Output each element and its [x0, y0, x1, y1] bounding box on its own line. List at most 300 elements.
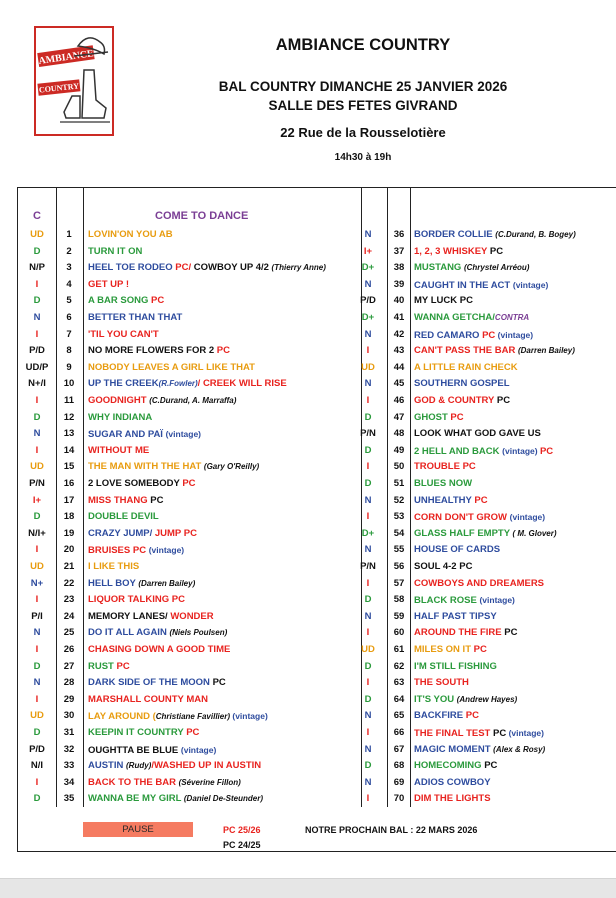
- dance-title: [414, 576, 544, 592]
- level-code: N/I: [30, 760, 44, 772]
- dance-number: 67: [393, 743, 405, 755]
- title-segment: (Andrew Hayes): [456, 694, 518, 704]
- logo-text-bottom: COUNTRY: [38, 81, 80, 95]
- dance-title: [414, 293, 473, 309]
- title-segment: AUSTIN: [88, 760, 126, 772]
- table-row: [0, 343, 616, 359]
- dance-number: 63: [393, 677, 405, 689]
- title-segment: MEMORY LANES/: [88, 610, 171, 622]
- title-segment: HALF PAST TIPSY: [414, 610, 497, 622]
- level-code: P/N: [360, 561, 376, 572]
- dance-number: 69: [393, 776, 405, 788]
- title-segment: HOMECOMING: [414, 760, 485, 772]
- table-row: [0, 293, 616, 309]
- dance-title: [414, 509, 545, 526]
- dance-number: 20: [63, 544, 75, 556]
- level-code: UD/P: [25, 361, 49, 373]
- table-row: [0, 576, 616, 592]
- title-segment: PC/: [175, 262, 194, 274]
- dance-title: [414, 426, 541, 442]
- title-segment: (Niels Poulsen): [169, 628, 228, 638]
- level-code: I: [35, 644, 39, 655]
- level-code: D: [33, 295, 41, 307]
- logo-text-top: AMBIANCE: [37, 48, 95, 67]
- title-segment: TROUBLE: [414, 461, 463, 473]
- level-code: I+: [363, 245, 373, 257]
- level-code: N+: [30, 577, 44, 589]
- level-code: D: [33, 660, 41, 672]
- title-segment: CAN'T PASS THE BAR: [414, 345, 518, 357]
- level-code: D: [33, 793, 41, 805]
- dance-number: 53: [393, 511, 405, 523]
- dance-title: [414, 476, 472, 492]
- title-segment: PC: [182, 478, 196, 489]
- level-code: D: [364, 411, 372, 423]
- level-code: D+: [361, 527, 375, 539]
- table-row: [0, 327, 616, 343]
- table-row: [0, 758, 616, 774]
- title-segment: / CREEK WILL RISE: [197, 378, 287, 390]
- title-segment: HOUSE OF CARDS: [414, 544, 501, 556]
- dance-number: 28: [63, 677, 75, 689]
- title-segment: BORDER COLLIE: [414, 229, 496, 240]
- table-row: [0, 310, 616, 326]
- title-segment: ADIOS COWBOY: [414, 776, 491, 788]
- title-segment: UP THE CREEK: [88, 378, 159, 390]
- dance-number: 14: [63, 444, 75, 456]
- pc-previous: PC 24/25: [223, 840, 261, 850]
- title-segment: (vintage): [502, 445, 540, 456]
- title-segment: CONTRA: [494, 313, 530, 322]
- table-row: [0, 443, 616, 459]
- level-code: D: [33, 245, 41, 257]
- title-segment: THE FINAL TEST: [414, 728, 493, 739]
- table-row: [0, 244, 616, 260]
- title-segment: PC: [150, 295, 165, 307]
- title-segment: HELL BOY: [88, 577, 139, 589]
- title-segment: BLUES NOW: [414, 478, 473, 489]
- title-segment: (vintage): [165, 429, 202, 440]
- title-segment: SOUL 4-2 PC: [414, 561, 473, 572]
- level-code: I: [35, 444, 39, 456]
- dance-number: 50: [393, 461, 405, 473]
- level-code: UD: [361, 644, 375, 655]
- dance-title: [414, 675, 469, 691]
- title-segment: RUST: [88, 660, 117, 672]
- title-segment: PC: [473, 644, 487, 655]
- title-segment: (Daniel De-Steunder): [183, 794, 264, 804]
- title-segment: DIM THE LIGHTS: [414, 793, 491, 805]
- dance-number: 38: [393, 262, 405, 274]
- dance-number: 29: [63, 693, 75, 705]
- dance-number: 6: [66, 312, 72, 323]
- title-segment: OUGHTTA BE BLUE: [88, 744, 181, 756]
- title-segment: (C.Durand, A. Marraffa): [149, 396, 237, 405]
- title-segment: NO MORE FLOWERS FOR 2: [88, 345, 217, 357]
- table-row: [0, 559, 616, 575]
- title-segment: CORN DON'T GROW: [414, 512, 510, 524]
- dance-title: [414, 609, 497, 625]
- level-code: N: [364, 494, 372, 506]
- dance-number: 40: [393, 295, 405, 307]
- title-segment: LIQUOR TALKING PC: [88, 594, 185, 606]
- dance-number: 65: [393, 710, 405, 722]
- title-segment: I LIKE THIS: [88, 561, 140, 572]
- title-segment: NOBODY LEAVES A GIRL LIKE THAT: [88, 361, 255, 373]
- title-segment: BETTER THAN THAT: [88, 312, 183, 323]
- title-segment: CAUGHT IN THE ACT: [414, 279, 513, 291]
- table-row: [0, 542, 616, 558]
- title-segment: MISS THANG: [88, 494, 151, 506]
- title-segment: LOOK WHAT GOD GAVE US: [414, 428, 541, 440]
- dance-number: 45: [393, 378, 405, 390]
- level-code: N/I+: [28, 527, 46, 539]
- col-header-title: COME TO DANCE: [155, 210, 249, 222]
- dance-number: 8: [66, 345, 72, 357]
- title-segment: PC: [539, 445, 554, 457]
- title-segment: MY LUCK PC: [414, 295, 473, 307]
- title-segment: PC: [496, 395, 511, 406]
- title-segment: PC: [212, 677, 226, 689]
- level-code: I: [366, 627, 370, 639]
- dance-number: 64: [393, 693, 405, 705]
- dance-number: 15: [63, 461, 75, 473]
- dance-number: 41: [393, 312, 405, 323]
- table-row: [0, 227, 616, 243]
- level-code: P/D: [360, 295, 376, 307]
- table-row: [0, 742, 616, 758]
- title-segment: DOUBLE DEVIL: [88, 511, 159, 523]
- level-code: N: [364, 278, 372, 290]
- title-segment: PC: [116, 660, 130, 672]
- table-row: [0, 476, 616, 492]
- title-segment: RED CAMARO: [414, 329, 483, 341]
- title-segment: KEEPIN IT COUNTRY: [88, 727, 187, 738]
- title-segment: PC: [493, 728, 507, 739]
- dance-title: [414, 526, 557, 542]
- level-code: UD: [361, 361, 375, 373]
- title-segment: PC: [216, 345, 230, 357]
- title-segment: (Darren Bailey): [517, 346, 575, 356]
- title-segment: DARK SIDE OF THE MOON: [88, 677, 213, 689]
- title-segment: JUMP PC: [154, 527, 197, 539]
- dance-number: 11: [63, 395, 75, 406]
- title-segment: (Alex & Rosy): [493, 744, 546, 754]
- title-segment: (Séverine Fillon): [178, 777, 241, 787]
- level-code: I+: [32, 494, 42, 506]
- dance-title: [414, 592, 515, 609]
- title-segment: Christiane Favillier): [155, 712, 230, 722]
- title-segment: A LITTLE RAIN CHECK: [414, 361, 518, 373]
- title-segment: 2 LOVE SOMEBODY: [88, 478, 183, 489]
- title-segment: WANNA BE MY GIRL: [88, 793, 184, 805]
- dance-number: 49: [393, 444, 405, 456]
- dance-number: 54: [393, 527, 405, 539]
- level-code: I: [35, 395, 39, 406]
- viewer-bottom-bar: [0, 878, 616, 898]
- venue: SALLE DES FETES GIVRAND: [268, 98, 458, 113]
- dance-number: 3: [66, 262, 72, 274]
- title-segment: GOODNIGHT: [88, 395, 150, 406]
- dance-number: 70: [393, 793, 405, 805]
- title-segment: GLASS HALF EMPTY: [414, 527, 513, 539]
- level-code: D: [364, 478, 372, 489]
- title-segment: TURN IT ON: [88, 245, 143, 257]
- title-segment: WHY INDIANA: [88, 411, 153, 423]
- title-segment: AROUND THE FIRE: [414, 627, 505, 639]
- dance-title: [414, 277, 548, 294]
- title-segment: COWBOY UP 4/2: [193, 262, 272, 274]
- dance-number: 58: [393, 594, 405, 606]
- title-segment: MILES ON IT: [414, 644, 474, 655]
- dance-title: [414, 708, 479, 724]
- dance-number: 17: [63, 494, 75, 506]
- dance-title: [414, 343, 575, 359]
- dance-number: 46: [393, 395, 405, 406]
- level-code: UD: [30, 710, 44, 722]
- ambiance-country-logo: [34, 26, 114, 136]
- table-row: [0, 708, 616, 724]
- level-code: N: [33, 677, 41, 689]
- title-segment: PC: [465, 710, 479, 722]
- title-segment: BACK TO THE BAR: [88, 776, 179, 788]
- hours: 14h30 à 19h: [334, 152, 392, 163]
- dance-title: [414, 493, 488, 509]
- dance-number: 36: [393, 229, 405, 240]
- table-row: [0, 459, 616, 475]
- title-segment: I'M STILL FISHING: [414, 660, 497, 672]
- dance-number: 55: [393, 544, 405, 556]
- dance-number: 18: [63, 511, 75, 523]
- level-code: UD: [30, 229, 44, 240]
- dance-title: [414, 692, 517, 708]
- dance-number: 4: [66, 278, 72, 290]
- table-row: [0, 360, 616, 376]
- dance-number: 62: [393, 660, 405, 672]
- event-title: BAL COUNTRY DIMANCHE 25 JANVIER 2026: [218, 79, 508, 94]
- level-code: N: [364, 743, 372, 755]
- title-segment: HEEL TOE RODEO: [88, 262, 176, 274]
- dance-title: [414, 310, 529, 326]
- dance-number: 59: [393, 610, 405, 622]
- title-segment: GHOST: [414, 411, 451, 423]
- title-segment: ( M. Glover): [512, 528, 557, 538]
- level-code: D+: [361, 262, 375, 274]
- dance-title: [414, 559, 472, 575]
- table-row: [0, 592, 616, 608]
- dance-number: 30: [63, 710, 75, 722]
- level-code: I: [366, 727, 370, 738]
- title-segment: PC: [462, 461, 476, 473]
- level-code: I: [366, 677, 370, 689]
- dance-number: 19: [63, 527, 75, 539]
- dance-number: 34: [63, 776, 75, 788]
- dance-number: 16: [63, 478, 75, 489]
- dance-number: 66: [393, 727, 405, 738]
- title-segment: GOD & COUNTRY: [414, 395, 497, 406]
- dance-number: 60: [393, 627, 405, 639]
- level-code: I: [366, 395, 370, 406]
- level-code: D: [364, 693, 372, 705]
- table-row: [0, 260, 616, 276]
- level-code: N: [364, 378, 372, 390]
- table-row: [0, 426, 616, 442]
- title-segment: PC: [484, 760, 498, 772]
- level-code: N: [33, 428, 41, 440]
- level-code: N: [33, 312, 41, 323]
- table-row: [0, 725, 616, 741]
- table-row: [0, 277, 616, 293]
- dance-number: 31: [63, 727, 75, 738]
- dance-title: [414, 742, 545, 758]
- dance-title: [414, 327, 533, 344]
- level-code: N: [364, 776, 372, 788]
- dance-number: 22: [63, 577, 75, 589]
- title-segment: BRUISES PC: [88, 545, 149, 557]
- table-row: [0, 493, 616, 509]
- title-segment: PC: [450, 411, 464, 423]
- title-segment: LOVIN'ON YOU AB: [88, 229, 173, 240]
- dance-number: 39: [393, 278, 405, 290]
- dance-number: 43: [393, 345, 405, 357]
- dance-title: [414, 443, 553, 460]
- title-segment: (vintage): [495, 329, 534, 340]
- dance-title: [414, 725, 544, 742]
- dance-title: [414, 659, 497, 675]
- dance-number: 42: [393, 328, 405, 340]
- title-segment: (Chrystel Arréou): [463, 263, 530, 273]
- dance-number: 51: [393, 478, 405, 489]
- level-code: N: [364, 229, 372, 240]
- dance-title: [414, 459, 476, 475]
- dance-title: [414, 376, 510, 392]
- dance-title: [414, 410, 464, 426]
- title-segment: THE SOUTH: [414, 677, 469, 689]
- pc-current: PC 25/26: [223, 825, 261, 835]
- title-segment: CRAZY JUMP/: [88, 527, 155, 539]
- title-segment: PC: [482, 329, 496, 341]
- dance-title: [414, 542, 500, 558]
- title-segment: CHASING DOWN A GOOD TIME: [88, 644, 231, 655]
- dance-number: 47: [393, 411, 405, 423]
- level-code: D: [364, 594, 372, 606]
- title-segment: 2 HELL AND BACK: [414, 445, 503, 457]
- title-segment: 'TIL YOU CAN'T: [88, 328, 159, 340]
- title-segment: (Thierry Anne): [271, 263, 326, 273]
- dance-title: [414, 393, 510, 409]
- dance-title: [414, 791, 491, 807]
- dance-title: [414, 775, 491, 791]
- title-segment: (vintage): [509, 512, 546, 523]
- table-row: [0, 675, 616, 691]
- dance-title: [414, 642, 487, 658]
- level-code: D: [33, 511, 41, 523]
- level-code: I: [35, 693, 39, 705]
- dance-number: 26: [63, 644, 75, 655]
- address: 22 Rue de la Rousselotière: [280, 125, 446, 140]
- level-code: D+: [361, 312, 375, 323]
- dance-number: 33: [63, 760, 75, 772]
- dance-number: 25: [63, 627, 75, 639]
- dance-number: 12: [63, 411, 75, 423]
- title-segment: DO IT ALL AGAIN: [88, 627, 170, 639]
- dance-number: 13: [63, 428, 75, 440]
- title-segment: MARSHALL COUNTY MAN: [88, 693, 208, 705]
- table-row: [0, 775, 616, 791]
- title-segment: PC: [504, 627, 518, 639]
- page-title: AMBIANCE COUNTRY: [275, 36, 451, 54]
- table-row: [0, 692, 616, 708]
- dance-number: 61: [393, 644, 405, 655]
- table-row: [0, 659, 616, 675]
- title-segment: (vintage): [148, 545, 185, 556]
- title-segment: (vintage): [479, 595, 515, 606]
- title-segment: (Gary O'Reilly): [203, 462, 260, 472]
- title-segment: (Darren Bailey): [138, 578, 196, 588]
- level-code: I: [35, 328, 39, 340]
- dance-title: [414, 227, 576, 243]
- level-code: N: [33, 627, 41, 639]
- title-segment: UNHEALTHY: [414, 494, 475, 506]
- next-ball: NOTRE PROCHAIN BAL : 22 MARS 2026: [305, 825, 478, 835]
- title-segment: MUSTANG: [414, 262, 464, 274]
- title-segment: PC: [186, 727, 200, 738]
- level-code: I: [366, 511, 370, 523]
- level-code: D: [364, 444, 372, 456]
- level-code: D: [364, 660, 372, 672]
- title-segment: WITHOUT ME: [88, 444, 150, 456]
- table-row: [0, 393, 616, 409]
- title-segment: MAGIC MOMENT: [414, 743, 494, 755]
- dance-title: [414, 360, 518, 376]
- level-code: I: [366, 345, 370, 357]
- level-code: P/D: [29, 345, 45, 357]
- level-code: I: [35, 278, 39, 290]
- title-segment: BLACK ROSE: [414, 595, 480, 607]
- level-code: N: [364, 710, 372, 722]
- dance-number: 35: [63, 793, 75, 805]
- title-segment: /WASHED UP IN AUSTIN: [151, 760, 262, 772]
- title-segment: PC: [474, 494, 488, 506]
- table-row: [0, 509, 616, 525]
- dance-number: 7: [66, 328, 72, 340]
- table-row: [0, 791, 616, 807]
- pause-label: PAUSE: [83, 822, 193, 837]
- level-code: I: [366, 577, 370, 589]
- level-code: UD: [30, 561, 44, 572]
- level-code: I: [35, 544, 39, 556]
- title-segment: IT'S YOU: [414, 693, 457, 705]
- dance-number: 21: [63, 561, 75, 572]
- level-code: P/N: [360, 428, 376, 440]
- title-segment: COWBOYS AND DREAMERS: [414, 577, 545, 589]
- table-row: [0, 609, 616, 625]
- title-segment: 1, 2, 3 WHISKEY: [414, 245, 490, 257]
- dance-number: 48: [393, 428, 405, 440]
- title-segment: SOUTHERN GOSPEL: [414, 378, 510, 390]
- title-segment: WANNA GETCHA/: [414, 312, 495, 323]
- level-code: D: [33, 411, 41, 423]
- title-segment: LAY AROUND (: [88, 711, 156, 723]
- dance-number: 44: [393, 361, 405, 373]
- level-code: I: [366, 793, 370, 805]
- title-segment: (vintage): [506, 728, 544, 738]
- level-code: P/I: [31, 610, 43, 622]
- title-segment: (vintage): [512, 279, 549, 290]
- dance-number: 68: [393, 760, 405, 772]
- level-code: I: [366, 461, 370, 473]
- table-row: [0, 376, 616, 392]
